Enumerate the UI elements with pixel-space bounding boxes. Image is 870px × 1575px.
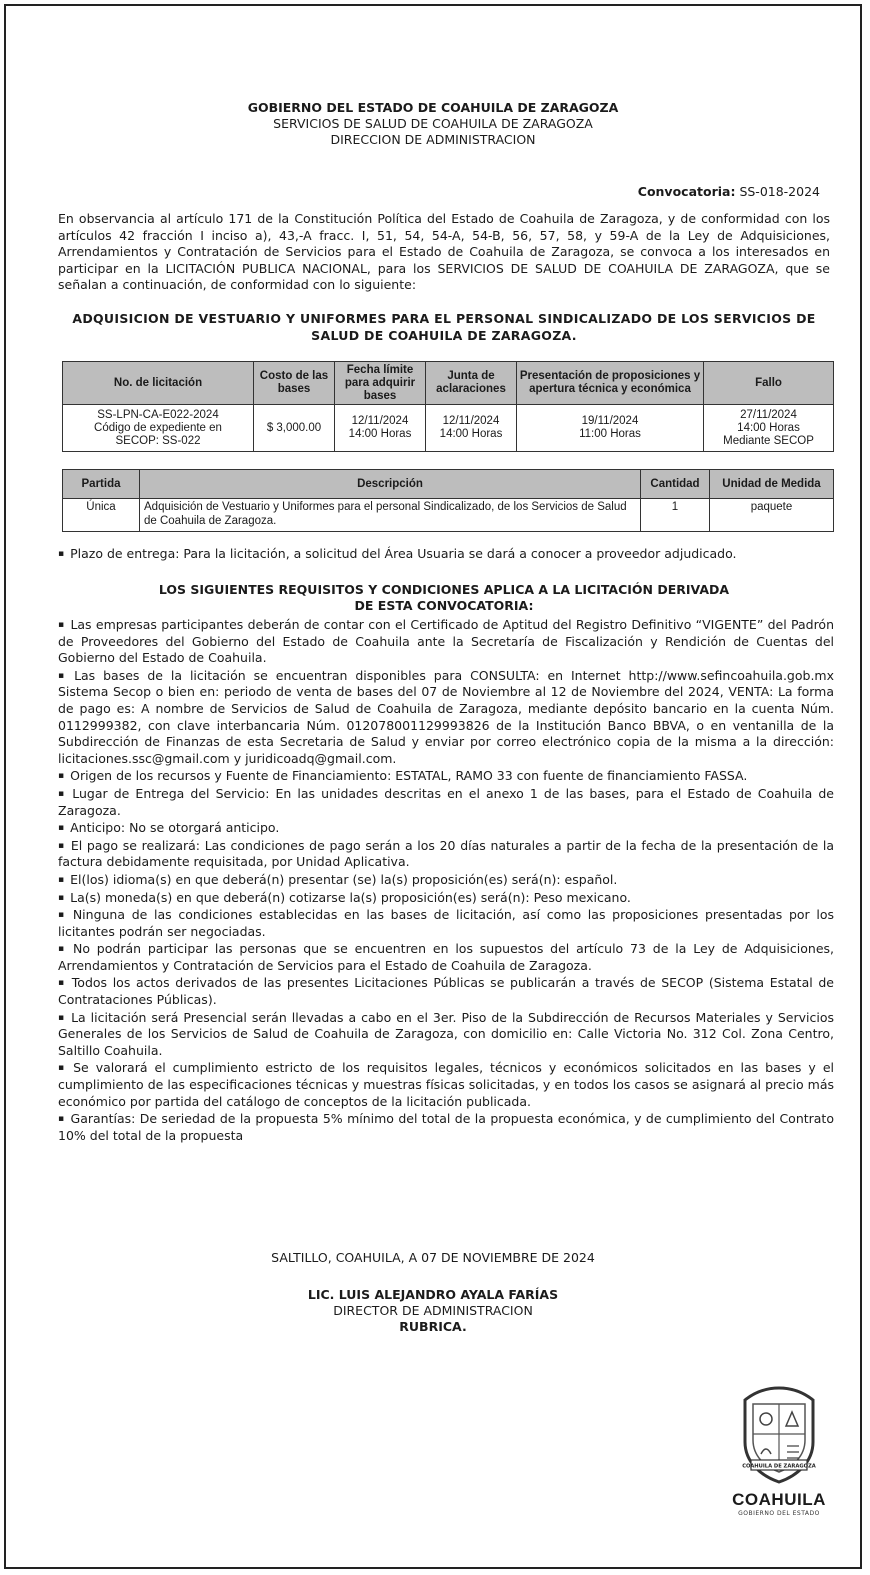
column-header: No. de licitación bbox=[63, 362, 254, 405]
document-title: ADQUISICION DE VESTUARIO Y UNIFORMES PARA EL PERSONAL SINDICALIZADO DE LOS SERVICIOS DE SALUD DE COAHUILA DE ZARAGOZA. bbox=[72, 311, 816, 343]
seal-banner-text: COAHUILA DE ZARAGOZA bbox=[742, 1463, 816, 1470]
list-item: ▪ Se valorará el cumplimiento estricto de los requisitos legales, técnicos y económicos solicitados en las bases y el cumplimiento de las especificaciones técnicas y muestras físicas solicitadas, y en todos los casos se asignará al precio más económico por partida del catálogo de conceptos de la licitación publicada. bbox=[58, 1060, 834, 1109]
table-row bbox=[63, 405, 834, 452]
document-page bbox=[4, 4, 862, 1569]
list-item: ▪ Las empresas participantes deberán de contar con el Certificado de Aptitud del Registro Definitivo “VIGENTE” del Padrón de Proveedores del Gobierno del Estado de Coahuila ante la Secretaría de Fiscalización y Rendición de Cuentas del Gobierno del Estado de Coahuila. bbox=[58, 617, 835, 666]
list-item: ▪ Las bases de la licitación se encuentran disponibles para CONSULTA: en Internet http://www.sefincoahuila.gob.mx Sistema Secop o bien en: periodo de venta de bases del 07 de Noviembre al 12 de Noviembre del 2024, VENTA: La forma de pago es: A nombre de Servicios de Salud de Coahuila de Zaragoza, mediante depósito bancario en la cuenta Núm. 0112999382, con clave interbancaria Núm. 012078001129993826 de la Institución Banco BBVA, o en ventanilla de la Subdirección de Finanzas de esta Secretaria de Salud y enviar por correo electrónico copia de la misma a la dirección: licitaciones.ssc@gmail.com y juridicoadq@gmail.com. bbox=[58, 667, 834, 766]
cell-presentacion bbox=[517, 405, 704, 452]
plazo-text: Plazo de entrega: Para la licitación, a solicitud del Área Usuaria se dará a conocer a proveedor adjudicado. bbox=[70, 546, 737, 561]
list-item: ▪ Ninguna de las condiciones establecidas en las bases de licitación, así como las proposiciones presentadas por los licitantes podrán ser negociadas. bbox=[58, 907, 834, 939]
seal-subtitle: GOBIERNO DEL ESTADO bbox=[738, 1510, 820, 1517]
junta-time: 14:00 Horas bbox=[439, 428, 503, 440]
list-item: ▪ Garantías: De seriedad de la propuesta 5% mínimo del total de la propuesta económica, y de cumplimiento del Contrato 10% del total de la propuesta bbox=[58, 1111, 834, 1143]
cell-unidad: paquete bbox=[710, 499, 834, 532]
column-header: Presentación de proposiciones y apertura técnica y económica bbox=[517, 362, 704, 405]
list-item: ▪ Lugar de Entrega del Servicio: En las unidades descritas en el anexo 1 de las bases, para el Estado de Coahuila de Zaragoza. bbox=[58, 785, 834, 818]
header-division: DIRECCION DE ADMINISTRACION bbox=[330, 132, 536, 147]
column-header: Fallo bbox=[704, 362, 834, 405]
list-item: ▪ Anticipo: No se otorgará anticipo. bbox=[58, 820, 280, 836]
list-item: ▪ Todos los actos derivados de las presentes Licitaciones Públicas se publicarán a través de SECOP (Sistema Estatal de Contrataciones Públicas). bbox=[58, 975, 835, 1008]
cell-cantidad: 1 bbox=[641, 499, 710, 532]
rubrica: RUBRICA. bbox=[399, 1319, 467, 1334]
bullet-icon: ▪ bbox=[58, 823, 65, 834]
fallo-date: 27/11/2024 bbox=[740, 408, 797, 421]
column-header: Costo de las bases bbox=[254, 362, 335, 405]
table-row bbox=[63, 499, 834, 532]
header-dept: SERVICIOS DE SALUD DE COAHUILA DE ZARAGOZA bbox=[273, 116, 593, 131]
requirements-title bbox=[58, 582, 830, 614]
bullet-icon: ▪ bbox=[58, 840, 65, 851]
column-header: Descripción bbox=[140, 470, 641, 499]
fallo-time: 14:00 Horas bbox=[737, 421, 800, 434]
bullet-icon: ▪ bbox=[58, 874, 65, 885]
header-org: GOBIERNO DEL ESTADO DE COAHUILA DE ZARAGOZA bbox=[247, 100, 619, 115]
bullet-icon: ▪ bbox=[58, 892, 65, 903]
table-header-row bbox=[63, 362, 834, 405]
list-item: ▪ No podrán participar las personas que se encuentren en los supuestos del artículo 73 de la Ley de Adquisiciones, Arrendamientos y Contratación de Servicios para el Estado de Coahuila de Zaragoza. bbox=[58, 941, 834, 973]
presentacion-date: 19/11/2024 bbox=[581, 415, 639, 427]
document-header bbox=[6, 100, 860, 148]
bullet-icon: ▪ bbox=[58, 944, 67, 955]
list-item: ▪ El pago se realizará: Las condiciones de pago serán a los 20 días naturales a partir de la fecha de la presentación de la factura debidamente requisitada, por Unidad Aplicativa. bbox=[58, 837, 834, 870]
fecha-limite-date: 12/11/2024 bbox=[351, 415, 409, 427]
fallo-note: Mediante SECOP bbox=[723, 434, 814, 447]
column-header: Unidad de Medida bbox=[710, 470, 834, 499]
convocatoria-label: Convocatoria: bbox=[637, 184, 736, 199]
signer-name: LIC. LUIS ALEJANDRO AYALA FARÍAS bbox=[307, 1287, 559, 1302]
column-header: Junta de aclaraciones bbox=[426, 362, 517, 405]
requirements-list bbox=[58, 617, 834, 1145]
presentacion-time: 11:00 Horas bbox=[579, 428, 641, 440]
junta-date: 12/11/2024 bbox=[442, 415, 500, 427]
seal-title: COAHUILA bbox=[732, 1490, 826, 1509]
cell-fecha-limite bbox=[335, 405, 426, 452]
cell-junta bbox=[426, 405, 517, 452]
column-header: Fecha límite para adquirir bases bbox=[335, 362, 426, 405]
bullet-icon: ▪ bbox=[58, 1114, 65, 1125]
list-item: ▪ La licitación será Presencial serán llevadas a cabo en el 3er. Piso de la Subdirección de Recursos Materiales y Servicios Generales de los Servicios de Salud de Coahuila de Zaragoza, con domicilio en: Calle Victoria No. 312 Col. Zona Centro, Saltillo Coahuila. bbox=[58, 1009, 834, 1058]
fecha-limite-time: 14:00 Horas bbox=[348, 428, 412, 440]
coahuila-seal bbox=[724, 1384, 834, 1544]
cell-fallo bbox=[704, 405, 834, 452]
list-item: ▪ El(los) idioma(s) en que deberá(n) presentar (se) la(s) proposición(es) será(n): español. bbox=[58, 871, 618, 887]
bullet-icon: ▪ bbox=[58, 1063, 68, 1074]
intro-paragraph: En observancia al artículo 171 de la Constitución Política del Estado de Coahuila de Zaragoza, y de conformidad con los artículos 42 fracción I inciso a), 43,-A fracc. I, 51, 54, 54-A, 54-B, 56, 57, 58, y 59-A de la Ley de Adquisiciones, Arrendamientos y Contratación de Servicios para el Estado de Coahuila de Zaragoza, se convoca a los interesados en participar en la LICITACIÓN PUBLICA NACIONAL, para los SERVICIOS DE SALUD DE COAHUILA DE ZARAGOZA, que se señalan a continuación, de conformidad con lo siguiente: bbox=[58, 211, 830, 292]
requirements-title-line: LOS SIGUIENTES REQUISITOS Y CONDICIONES APLICA A LA LICITACIÓN DERIVADA bbox=[158, 582, 730, 597]
licitacion-number: SS-LPN-CA-E022-2024 bbox=[97, 408, 219, 421]
table-header-row bbox=[63, 470, 834, 499]
list-item: ▪ Origen de los recursos y Fuente de Financiamiento: ESTATAL, RAMO 33 con fuente de financiamiento FASSA. bbox=[58, 768, 748, 784]
bullet-icon: ▪ bbox=[58, 978, 66, 989]
licitacion-code: SECOP: SS-022 bbox=[115, 434, 201, 447]
requirements-title-line: DE ESTA CONVOCATORIA: bbox=[354, 598, 534, 613]
bullet-icon: ▪ bbox=[58, 620, 65, 630]
partida-table bbox=[62, 469, 834, 532]
column-header: Partida bbox=[63, 470, 140, 499]
column-header: Cantidad bbox=[641, 470, 710, 499]
cell-descripcion: Adquisición de Vestuario y Uniformes para el personal Sindicalizado, de los Servicios de Salud de Coahuila de Zaragoza. bbox=[140, 499, 641, 532]
place-date: SALTILLO, COAHUILA, A 07 DE NOVIEMBRE DE 2024 bbox=[271, 1250, 595, 1265]
licitacion-table bbox=[62, 361, 834, 452]
bullet-icon: ▪ bbox=[58, 549, 65, 559]
bullet-icon: ▪ bbox=[58, 910, 67, 921]
cell-costo: $ 3,000.00 bbox=[254, 405, 335, 452]
convocatoria-number bbox=[638, 184, 820, 199]
signer-role: DIRECTOR DE ADMINISTRACION bbox=[333, 1303, 533, 1318]
bullet-icon: ▪ bbox=[58, 670, 69, 681]
coat-of-arms-icon bbox=[729, 1384, 829, 1484]
cell-partida: Única bbox=[63, 499, 140, 532]
licitacion-code-label: Código de expediente en bbox=[94, 421, 222, 434]
list-item: ▪ La(s) moneda(s) en que deberá(n) cotizarse la(s) proposición(es) será(n): Peso mexicano. bbox=[58, 889, 631, 905]
bullet-icon: ▪ bbox=[58, 788, 67, 799]
signature-block bbox=[6, 1250, 860, 1335]
cell-licitacion bbox=[63, 405, 254, 452]
bullet-icon: ▪ bbox=[58, 1012, 66, 1023]
bullet-icon: ▪ bbox=[58, 771, 65, 782]
plazo-entrega bbox=[58, 546, 830, 561]
convocatoria-value: SS-018-2024 bbox=[739, 184, 820, 199]
